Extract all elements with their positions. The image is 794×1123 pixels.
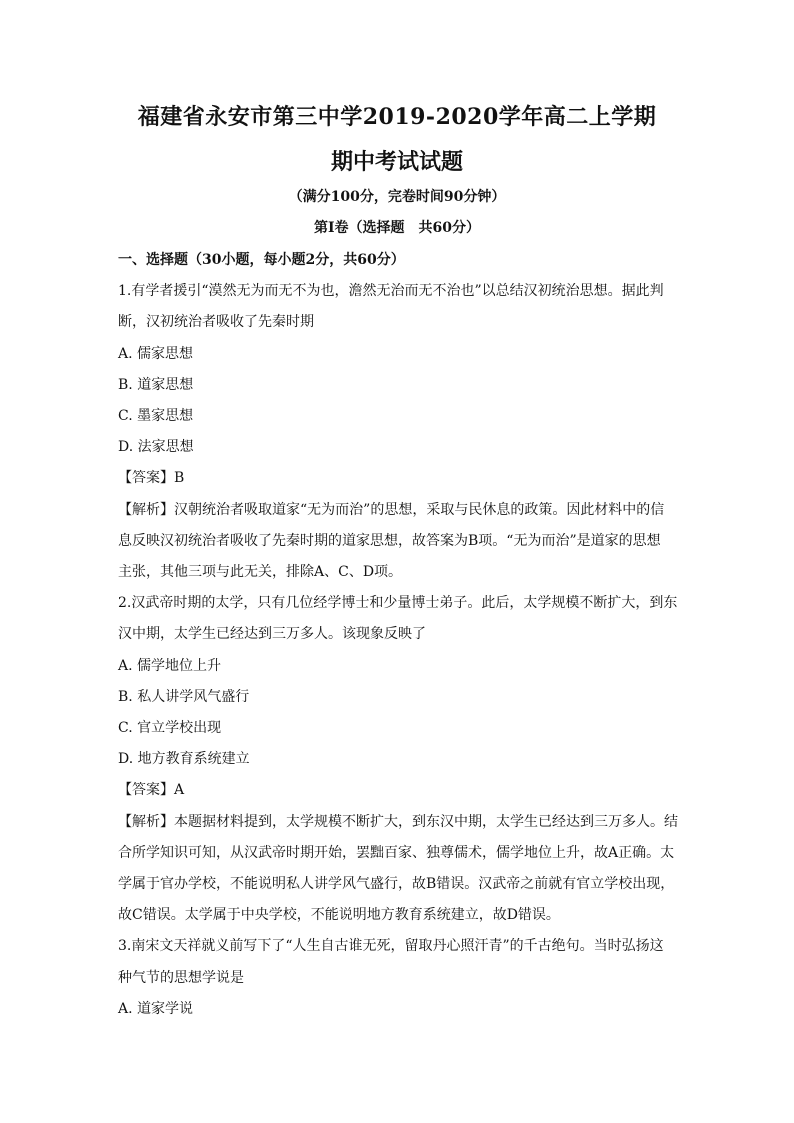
exam-info: （满分100分，完卷时间90分钟） bbox=[288, 189, 506, 205]
question-1-option-d: D. 法家思想 bbox=[118, 439, 194, 456]
question-1-answer: 【答案】B bbox=[118, 470, 185, 487]
question-2-option-d: D. 地方教育系统建立 bbox=[118, 751, 250, 768]
question-3-stem-line1: 3.南宋文天祥就义前写下了“人生自古谁无死，留取丹心照汗青”的千古绝句。当时弘扬这 bbox=[118, 938, 664, 955]
question-3-option-a: A. 道家学说 bbox=[118, 1000, 194, 1017]
question-2-option-a: A. 儒学地位上升 bbox=[118, 657, 222, 674]
question-1-analysis-line2: 息反映汉初统治者吸收了先秦时期的道家思想，故答案为B项。“无为而治”是道家的思想 bbox=[118, 532, 661, 549]
document-title-line2: 期中考试试题 bbox=[330, 149, 463, 175]
question-1-stem-line1: 1.有学者援引“漠然无为而无不为也，澹然无治而无不治也”以总结汉初统治思想。据此判 bbox=[118, 283, 664, 300]
question-1-option-a: A. 儒家思想 bbox=[118, 345, 194, 362]
question-2-stem-line1: 2.汉武帝时期的太学，只有几位经学博士和少量博士弟子。此后，太学规模不断扩大，到东 bbox=[118, 595, 678, 612]
question-2-stem-line2: 汉中期，太学生已经达到三万多人。该现象反映了 bbox=[118, 626, 426, 643]
question-3-stem-line2: 种气节的思想学说是 bbox=[118, 969, 244, 986]
question-1-stem-line2: 断，汉初统治者吸收了先秦时期 bbox=[118, 314, 314, 331]
question-2-analysis-line3: 学属于官办学校，不能说明私人讲学风气盛行，故B错误。汉武帝之前就有官立学校出现， bbox=[118, 876, 675, 893]
question-1-option-c: C. 墨家思想 bbox=[118, 408, 194, 425]
question-2-answer: 【答案】A bbox=[118, 782, 185, 799]
question-2-analysis-line4: 故C错误。太学属于中央学校，不能说明地方教育系统建立，故D错误。 bbox=[118, 907, 560, 924]
part-title: 第Ⅰ卷（选择题 共60分） bbox=[313, 220, 481, 236]
question-2-analysis-line2: 合所学知识可知，从汉武帝时期开始，罢黜百家、独尊儒术，儒学地位上升，故A正确。太 bbox=[118, 844, 675, 861]
question-2-option-b: B. 私人讲学风气盛行 bbox=[118, 688, 250, 705]
document-body bbox=[118, 245, 678, 1025]
question-1-analysis-line3: 主张，其他三项与此无关，排除A、C、D项。 bbox=[118, 564, 403, 581]
question-2-analysis-line1: 【解析】本题据材料提到，太学规模不断扩大，到东汉中期，太学生已经达到三万多人。结 bbox=[118, 813, 678, 830]
section-title: 一、选择题（30小题，每小题2分，共60分） bbox=[118, 252, 405, 268]
question-2-option-c: C. 官立学校出现 bbox=[118, 720, 222, 737]
question-1-option-b: B. 道家思想 bbox=[118, 376, 194, 393]
question-1-analysis-line1: 【解析】汉朝统治者吸取道家“无为而治”的思想，采取与民休息的政策。因此材料中的信 bbox=[118, 501, 665, 518]
document-title-line1: 福建省永安市第三中学2019-2020学年高二上学期 bbox=[137, 104, 657, 130]
